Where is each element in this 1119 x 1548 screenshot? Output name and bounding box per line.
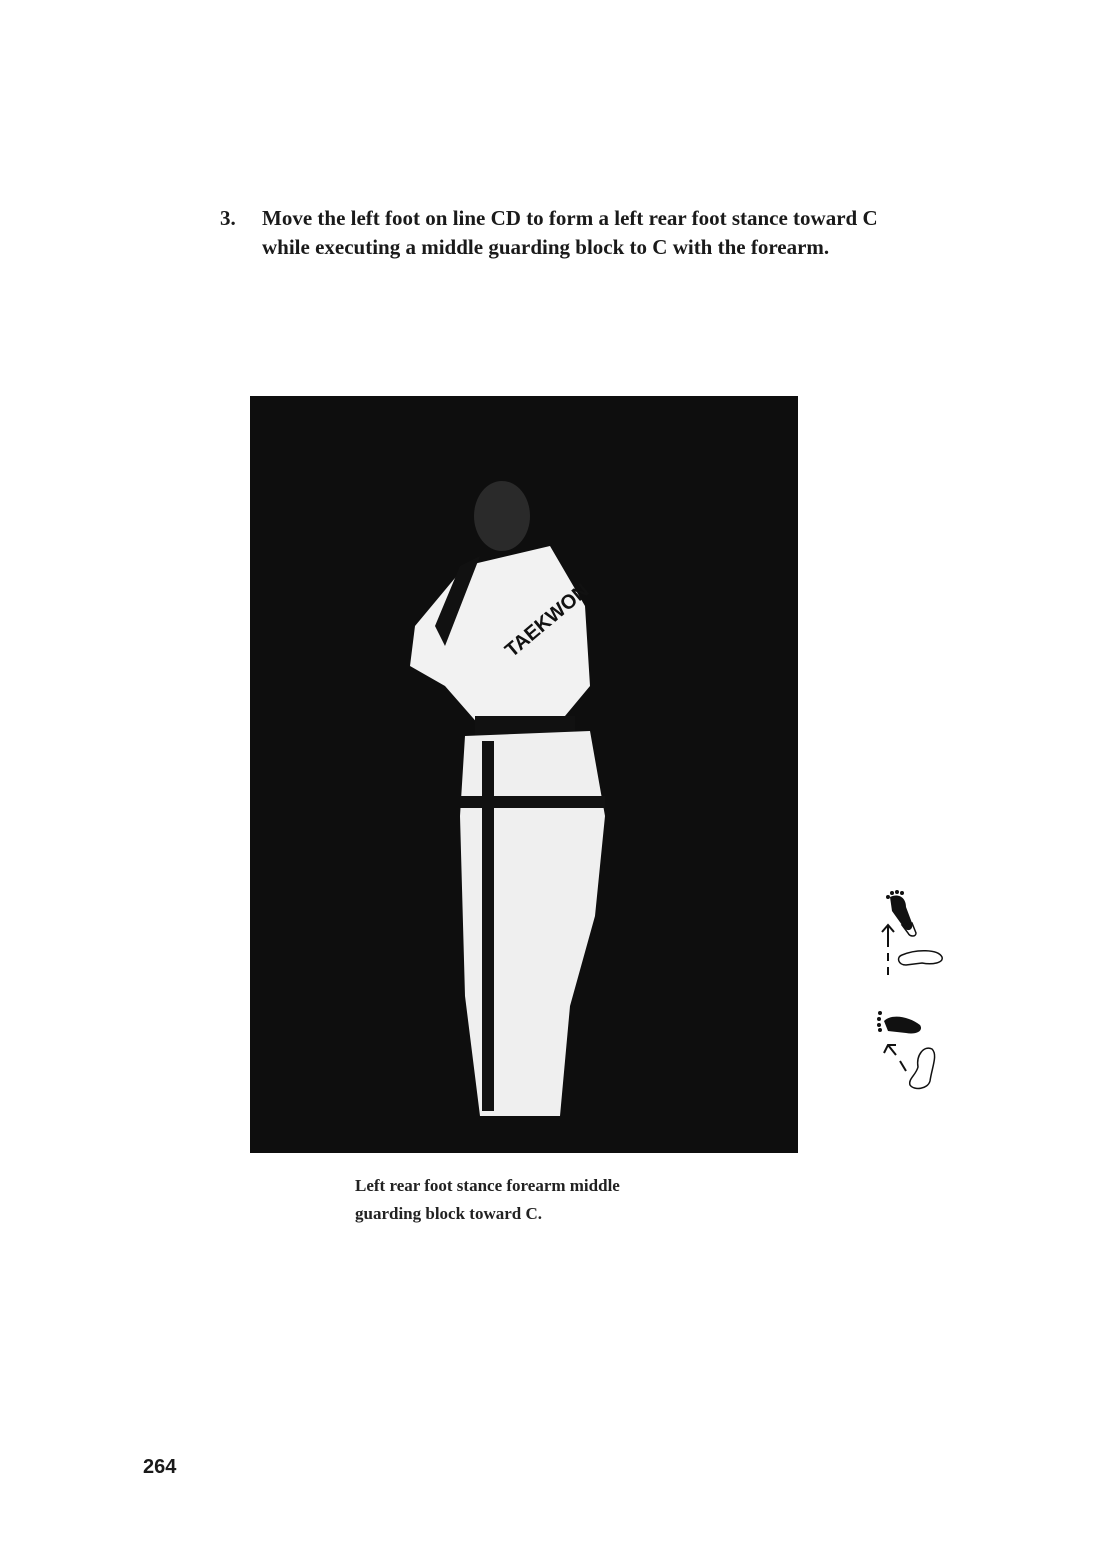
footprint-icon [877, 1011, 921, 1034]
arrow-diagonal-icon [884, 1045, 906, 1071]
step-text: Move the left foot on line CD to form a left rear foot stance toward C while executing a middle guarding block to C with the forearm. [262, 206, 878, 259]
footprint-outline-icon [899, 951, 943, 965]
stance-photo [250, 396, 798, 1153]
uniform-lettering: TAEKWON [501, 579, 594, 662]
page-number: 264 [143, 1456, 177, 1478]
photo-caption [355, 1172, 620, 1228]
caption-line-1: Left rear foot stance forearm middle [355, 1176, 620, 1195]
step-instruction [220, 204, 900, 262]
arrow-up-icon [882, 925, 894, 975]
martial-artist-figure [250, 396, 798, 1153]
footprint-outline-icon [910, 1048, 935, 1088]
step-number: 3. [220, 206, 236, 230]
caption-line-2: guarding block toward C. [355, 1204, 543, 1223]
footwork-diagram [866, 885, 956, 1100]
